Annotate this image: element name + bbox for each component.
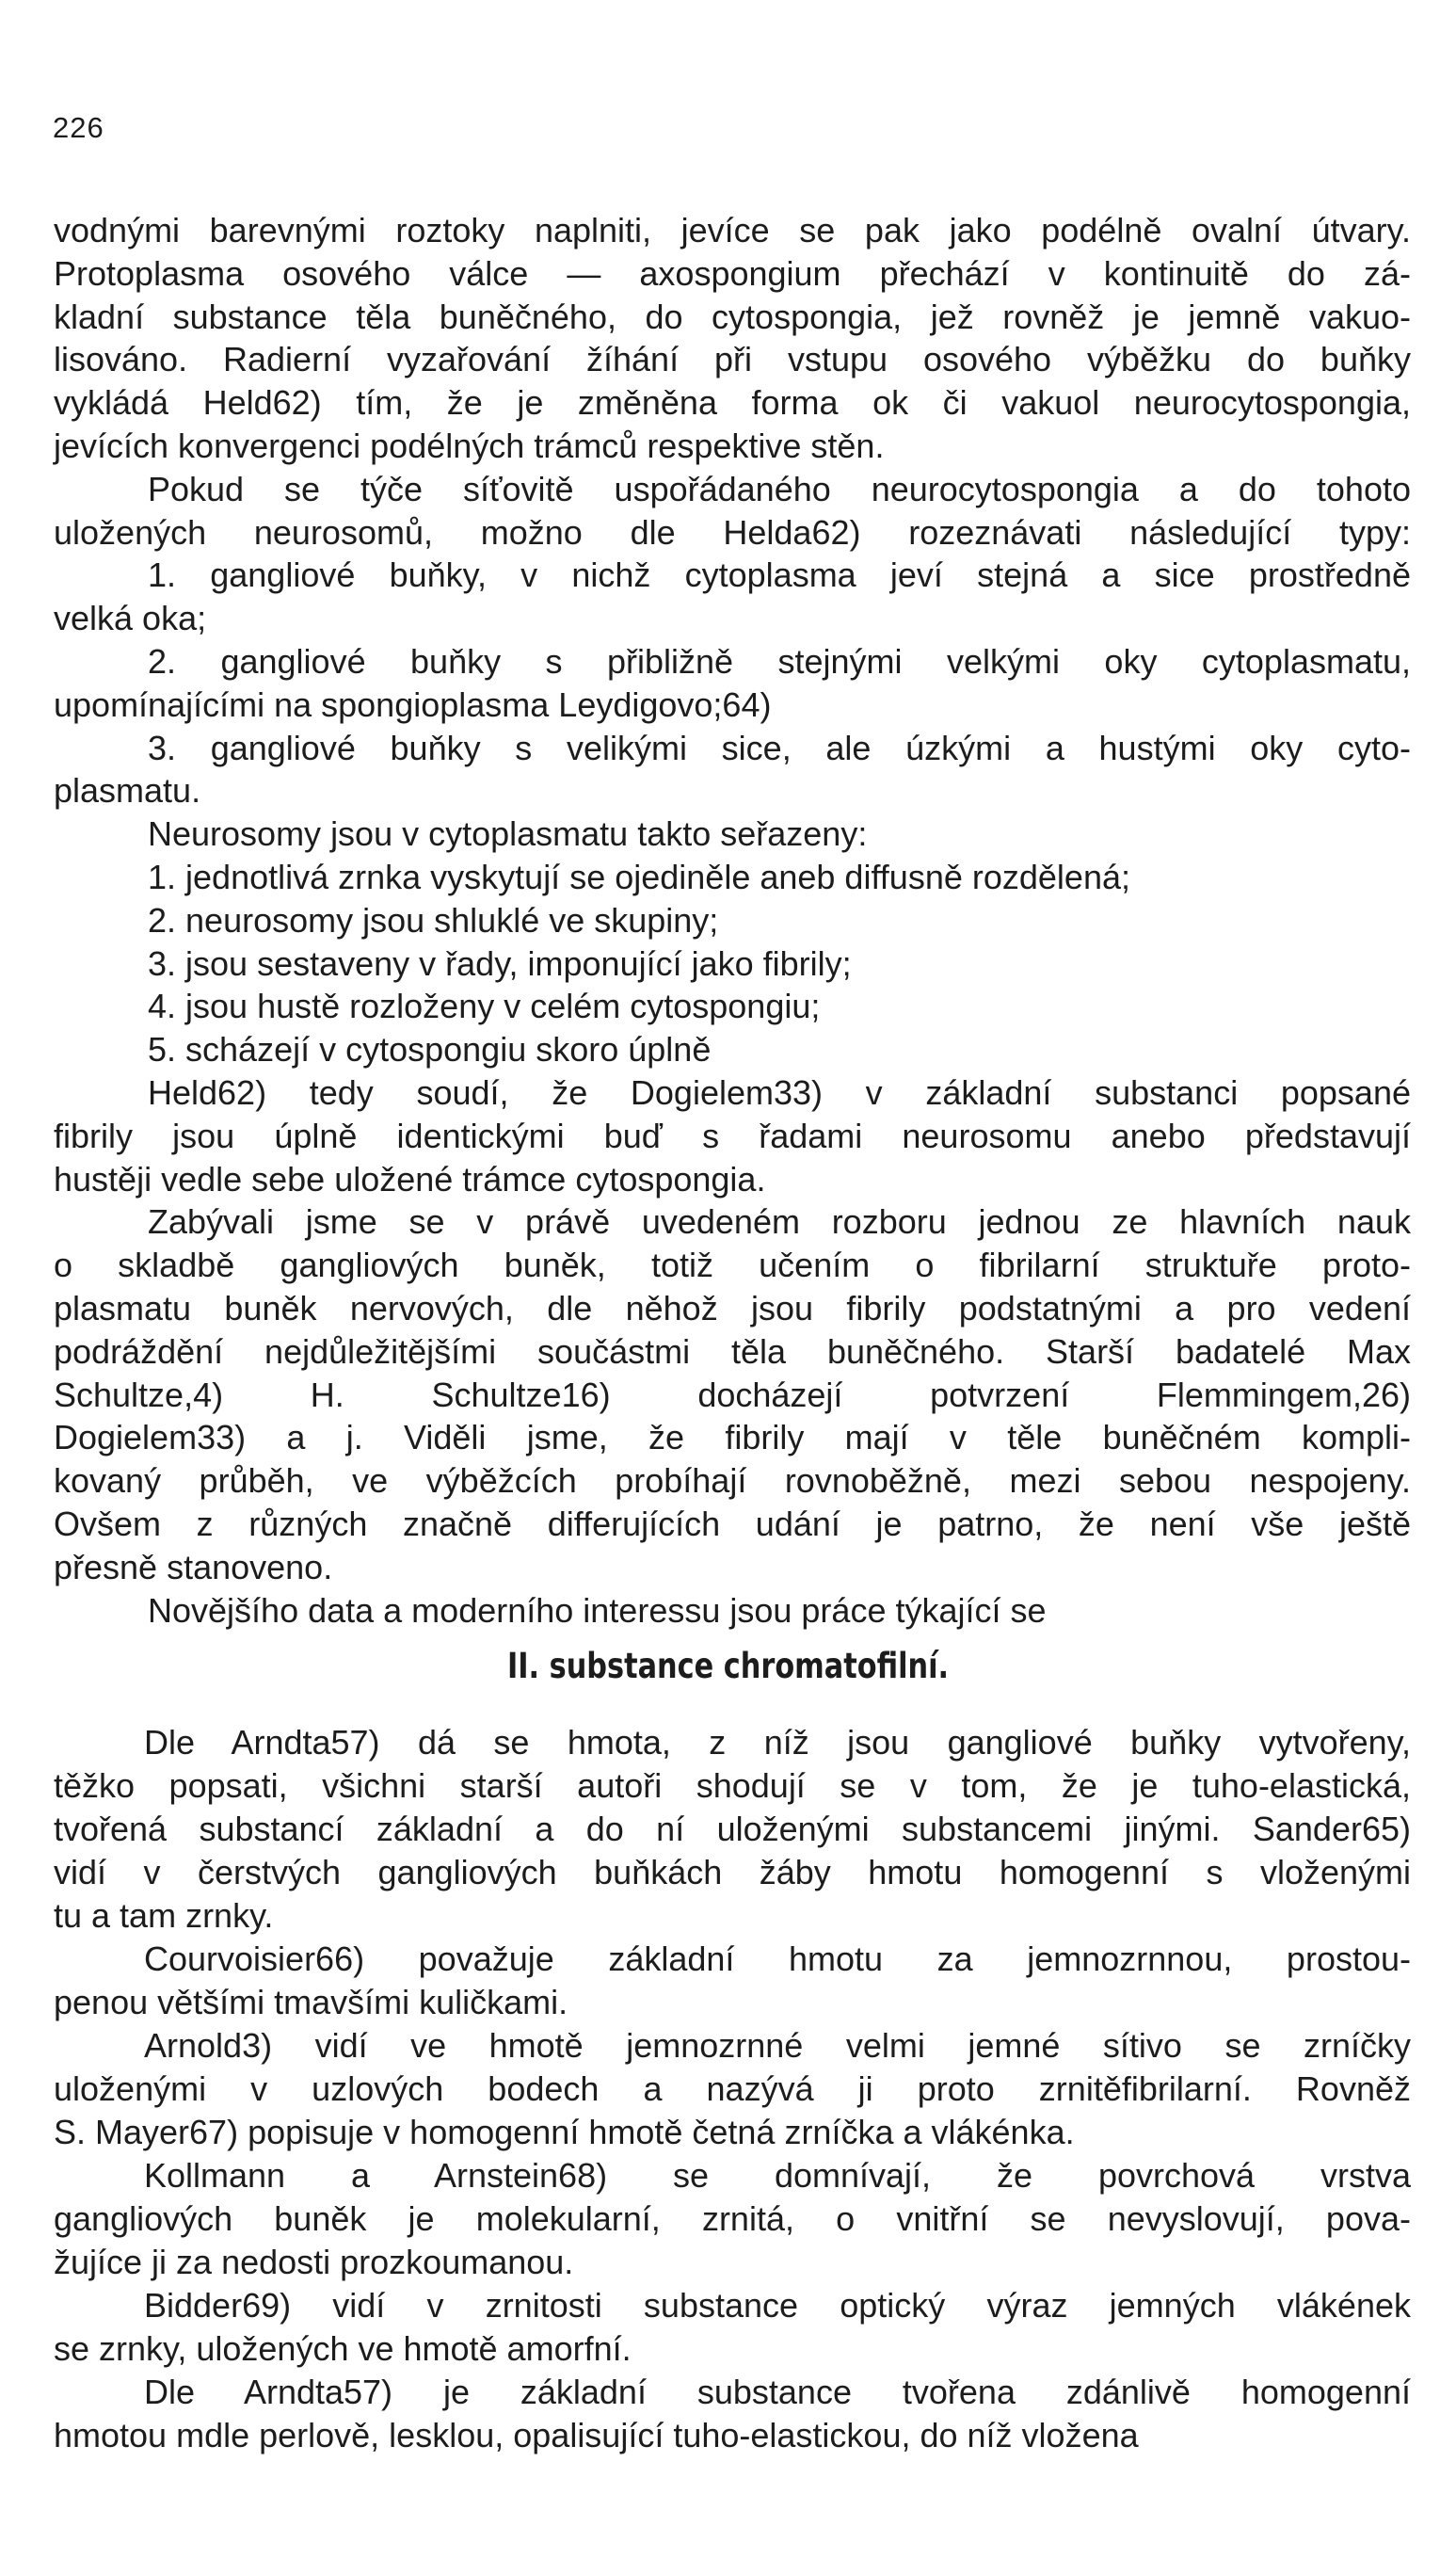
text-line: 2. gangliové buňky s přibližně stejnými velkými oky cytoplasmatu, [148, 641, 1411, 681]
text-line: 1. gangliové buňky, v nichž cytoplasma jeví stejná a sice prostředně [148, 555, 1411, 595]
text-line: Pokud se týče síťovitě uspořádaného neurocytospongia a do tohoto [148, 469, 1411, 508]
text-line: upomínajícími na spongioplasma Leydigovo;64) [54, 684, 772, 724]
text-line: S. Mayer67) popisuje v homogenní hmotě četná zrníčka a vlákénka. [54, 2113, 1075, 2151]
text-line: tvořená substancí základní a do ní uloženými substancemi jinými. Sander65) [54, 1810, 1411, 1848]
text-line: lisováno. Radierní vyzařování žíhání při vstupu osového výběžku do buňky [54, 340, 1411, 379]
text-line: 2. neurosomy jsou shluklé ve skupiny; [148, 900, 719, 940]
text-line: penou většími tmavšími kuličkami. [54, 1983, 568, 2021]
text-line: 4. jsou hustě rozloženy v celém cytospongiu; [148, 987, 821, 1026]
text-line: plasmatu. [54, 771, 201, 811]
text-line: těžko popsati, všichni starší autoři shodují se v tom, že je tuho-elastická, [54, 1766, 1411, 1805]
text-line: o skladbě gangliových buněk, totiž učením o fibrilarní struktuře proto- [54, 1246, 1411, 1285]
text-line: Bidder69) vidí v zrnitosti substance optický výraz jemných vlákének [144, 2286, 1411, 2325]
text-line: uložených neurosomů, možno dle Helda62) rozeznávati následující typy: [54, 512, 1411, 552]
text-line: vodnými barevnými roztoky naplniti, jevíce se pak jako podélně ovalní útvary. [54, 211, 1411, 249]
text-line: podráždění nejdůležitějšími součástmi těla buněčného. Starší badatelé Max [54, 1331, 1411, 1371]
text-line: Ovšem z různých značně differujících udání je patrno, že není vše ještě [54, 1504, 1411, 1543]
text-line: Dle Arndta57) je základní substance tvořena zdánlivě homogenní [144, 2373, 1411, 2411]
text-line: Dogielem33) a j. Viděli jsme, že fibrily mají v těle buněčném kompli- [54, 1418, 1411, 1457]
text-line: Zabývali jsme se v právě uvedeném rozboru jednou ze hlavních nauk [148, 1202, 1411, 1242]
text-line: jevících konvergenci podélných trámců respektive stěn. [54, 426, 885, 465]
text-line: tu a tam zrnky. [54, 1896, 274, 1935]
text-line: žujíce ji za nedosti prozkoumanou. [54, 2243, 574, 2281]
text-line: Courvoisier66) považuje základní hmotu za jemnozrnnou, prostou- [144, 1939, 1411, 1978]
text-line: Held62) tedy soudí, že Dogielem33) v základní substanci popsané [148, 1072, 1411, 1112]
text-line: přesně stanoveno. [54, 1547, 333, 1586]
text-line: Schultze,4) H. Schultze16) docházejí potvrzení Flemmingem,26) [54, 1375, 1411, 1414]
page-number: 226 [53, 111, 104, 144]
text-line: hustěji vedle sebe uložené trámce cytospongia. [54, 1159, 766, 1199]
text-line: hmotou mdle perlově, lesklou, opalisující tuho-elastickou, do níž vložena [54, 2416, 1139, 2454]
text-line: se zrnky, uložených ve hmotě amorfní. [54, 2329, 632, 2368]
section-text [54, 1721, 1411, 2457]
text-line: 1. jednotlivá zrnka vyskytují se ojediněle aneb diffusně rozdělená; [148, 857, 1130, 896]
text-line: Dle Arndta57) dá se hmota, z níž jsou gangliové buňky vytvořeny, [144, 1723, 1411, 1762]
text-line: vidí v čerstvých gangliových buňkách žáby hmotu homogenní s vloženými [54, 1853, 1411, 1891]
body-text [54, 209, 1411, 1632]
section-heading: II. substance chromatofilní. [506, 1646, 950, 1686]
text-line: plasmatu buněk nervových, dle něhož jsou fibrily podstatnými a pro vedení [54, 1288, 1411, 1328]
text-line: Protoplasma osového válce — axospongium přechází v kontinuitě do zá- [54, 253, 1411, 293]
text-line: Neurosomy jsou v cytoplasmatu takto seřazeny: [148, 814, 868, 854]
text-line: kladní substance těla buněčného, do cytospongia, jež rovněž je jemně vakuo- [54, 297, 1411, 336]
text-line: gangliových buněk je molekularní, zrnitá, o vnitřní se nevyslovují, pova- [54, 2199, 1411, 2238]
text-line: 5. scházejí v cytospongiu skoro úplně [148, 1030, 712, 1070]
text-line: Novějšího data a moderního interessu jsou práce týkající se [148, 1590, 1047, 1630]
text-line: 3. jsou sestaveny v řady, imponující jako fibrily; [148, 943, 852, 983]
text-line: kovaný průběh, ve výběžcích probíhají rovnoběžně, mezi sebou nespojeny. [54, 1461, 1411, 1501]
text-line: velká oka; [54, 599, 207, 638]
text-line: Kollmann a Arnstein68) se domnívají, že povrchová vrstva [144, 2156, 1411, 2195]
text-line: Arnold3) vidí ve hmotě jemnozrnné velmi jemné sítivo se zrníčky [144, 2026, 1411, 2065]
text-line: vykládá Held62) tím, že je změněna forma ok či vakuol neurocytospongia, [54, 383, 1411, 423]
text-line: uloženými v uzlových bodech a nazývá ji proto zrnitěfibrilarní. Rovněž [54, 2069, 1411, 2108]
text-line: 3. gangliové buňky s velikými sice, ale úzkými a hustými oky cyto- [148, 728, 1411, 767]
text-line: fibrily jsou úplně identickými buď s řadami neurosomu anebo představují [54, 1116, 1411, 1155]
